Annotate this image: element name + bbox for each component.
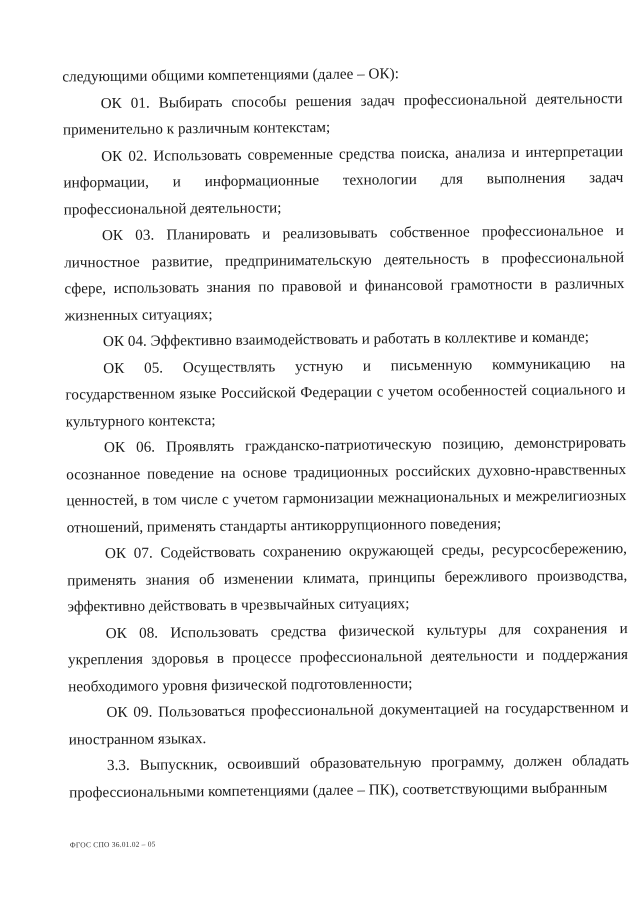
paragraph-ok06: ОК 06. Проявлять гражданско-патриотическую позицию, демонстрировать осознанное поведение на основе традиционных российских духовно-нравственных ценностей, в том числе с учетом гармонизации межнациональных и межрелигиозных отношений, применять стандарты антикоррупционного поведения; bbox=[66, 434, 627, 536]
paragraph-ok05: ОК 05. Осуществлять устную и письменную коммуникацию на государственном языке Российской Федерации с учетом особенностей социального и культурного контекста; bbox=[65, 354, 626, 430]
document-body bbox=[62, 59, 629, 806]
paragraph-ok08: ОК 08. Использовать средства физической культуры для сохранения и укрепления здоровья в процессе профессиональной деятельности и поддержания необходимого уровня физической подготовленности; bbox=[67, 619, 629, 695]
paragraph-ok03: ОК 03. Планировать и реализовывать собственное профессиональное и личностное развитие, предпринимательскую деятельность в профессиональной сфере, использовать знания по правовой и финансовой грамотности в различных жизненных ситуациях; bbox=[64, 222, 625, 324]
paragraph-ok07: ОК 07. Содействовать сохранению окружающей среды, ресурсосбережению, применять знания об изменении климата, принципы бережливого производства, эффективно действовать в чрезвычайных ситуациях; bbox=[67, 540, 628, 616]
intro-line: следующими общими компетенциями (далее – ОК): bbox=[62, 65, 399, 86]
paragraph-ok04: ОК 04. Эффективно взаимодействовать и работать в коллективе и команде; bbox=[102, 328, 590, 351]
paragraph-ok01: ОК 01. Выбирать способы решения задач профессиональной деятельности применительно к различным контекстам; bbox=[62, 89, 623, 139]
page-footer: ФГОС СПО 36.01.02 – 05 bbox=[69, 839, 156, 850]
paragraph-3-3: 3.3. Выпускник, освоивший образовательную программу, должен обладать профессиональными компетенциями (далее – ПК), соответствующими выбранным bbox=[69, 752, 630, 801]
paragraph-ok02: ОК 02. Использовать современные средства поиска, анализа и интерпретации информации, и информационные технологии для выполнения задач профессиональной деятельности; bbox=[63, 142, 624, 218]
paragraph-ok09: ОК 09. Пользоваться профессиональной документацией на государственном и иностранном языках. bbox=[68, 699, 629, 748]
